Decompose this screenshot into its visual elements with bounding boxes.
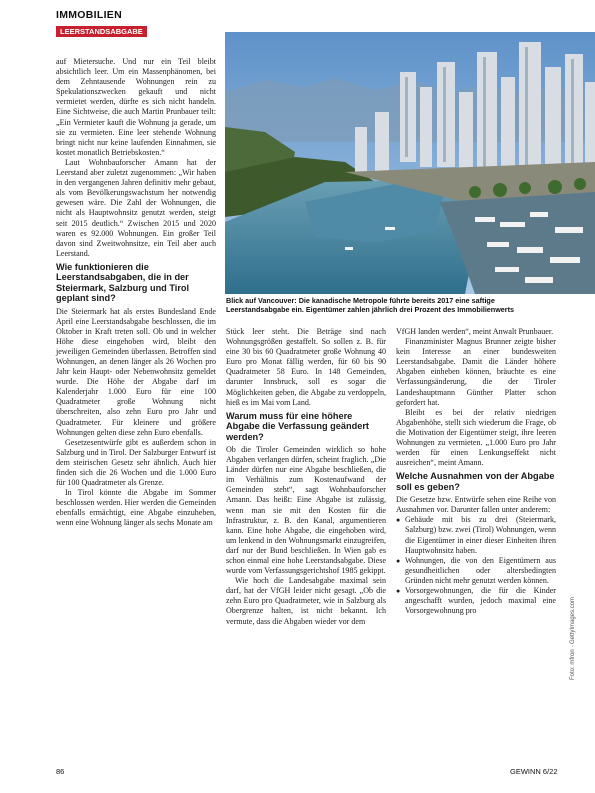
column-2	[226, 327, 386, 627]
list-item: ● Vorsorgewohnungen, die für die Kinder angeschafft wurden, jedoch maximal eine Vorsorgewohnung pro	[396, 586, 556, 616]
page-number: 86	[56, 767, 65, 776]
subheading: Welche Ausnahmen von der Abgabe soll es geben?	[396, 471, 555, 492]
paragraph: Finanzminister Magnus Brunner zeigte bisher kein Interesse an einer bundesweiten Leerstandsabgabe. Damit die Länder höhere Abgaben einheben können, bräuchte es eine Verfassungsänderung, die der Tiroler Landeshauptmann Günther Platter schon gefordert hat.	[396, 337, 556, 407]
magazine-issue: GEWINN 6/22	[510, 767, 558, 776]
paragraph: In Tirol könnte die Abgabe im Sommer beschlossen werden. Hier werden die Gemeinden ebenfalls ermächtigt, eine Abgabe einzuheben, wenn eine Wohnung länger als sechs Monate am	[56, 488, 216, 528]
list-item: ● Gebäude mit bis zu drei (Steiermark, Salzburg) bzw. zwei (Tirol) Wohnungen, wenn die Eigentümer in einer dieser Einheiten ihren Hauptwohnsitz haben.	[396, 515, 556, 555]
paragraph: Wie hoch die Landesabgabe maximal sein darf, hat der VfGH leider nicht gesagt. „Ob die zehn Euro pro Quadratmeter, wie in Salzburg als Obergrenze halten, ist nicht bekannt. Ich vermute, dass die Abgaben wieder vor dem	[226, 576, 386, 626]
paragraph: Stück leer steht. Die Beträge sind nach Wohnungsgrößen gestaffelt. So sollen z. B. für eine 30 bis 60 Quadratmeter große Wohnung 40 Euro pro Monat fällig werden, für 60 bis 90 Quadratmeter 58 Euro. In 148 Gemeinden, darunter Innsbruck, soll es sogar die Möglichkeiten geben, die Abgabe zu verdoppeln, hieß es im Mai vom Land.	[226, 327, 386, 407]
photo-caption: Blick auf Vancouver: Die kanadische Metropole führte bereits 2017 eine saftige Leerstandsabgabe ein. Eigentümer zahlen jährlich drei Prozent des Immobilienwerts	[226, 296, 514, 314]
paragraph: Gesetzesentwürfe gibt es außerdem schon in Salzburg und in Tirol. Der Salzburger Entwurf ist dem steirischen Gesetz sehr ähnlich. Auch hier finden sich die 26 Wochen und die 1.000 Euro für 100 Quadratmeter als Grenze.	[56, 437, 216, 488]
section-title: IMMOBILIEN	[56, 9, 122, 21]
subheading: Warum muss für eine höhere Abgabe die Verfassung geändert werden?	[226, 410, 369, 442]
column-1	[56, 57, 216, 529]
exceptions-list	[396, 515, 556, 616]
vancouver-photo	[225, 32, 595, 294]
paragraph: Bleibt es bei der relativ niedrigen Abgabenhöhe, stellt sich wiederum die Frage, ob die Motivation der Eigentümer steigt, ihre leeren Wohnungen zu vermieten. „1.000 Euro pro Jahr werden für einen Lenkungseffekt nicht ausreichen“, meint Amann.	[396, 407, 556, 468]
paragraph: VfGH landen werden“, meint Anwalt Prunbauer.	[396, 327, 554, 336]
photo-credit: Foto: mfron · GettyImages.com	[570, 596, 576, 680]
paragraph: auf Mietersuche. Und nur ein Teil bleibt absichtlich leer. Um ein Massenphänomen, bei dem Zehntausende Wohnungen rein zu Spekulationszwecken gekauft und nicht vermietet werden, dürfte es sich nicht handeln. Eine Sichtweise, die auch Martin Prunbauer teilt: „Ein Vermieter kauft die Wohnung ja gerade, um sie zu vermieten. Eine leer stehende Wohnung bringt nicht nur keine laufenden Einnahmen, sie kostet monatlich Betriebskosten.“	[56, 57, 216, 157]
list-item: ● Wohnungen, die von den Eigentümern aus gesundheitlichen oder altersbedingten Gründen nicht mehr genutzt werden können.	[396, 556, 556, 586]
section-header	[56, 9, 147, 39]
subheading: Wie funktionieren die Leerstandsabgaben, die in der Steiermark, Salzburg und Tirol geplant sind?	[56, 261, 190, 304]
column-3	[396, 327, 556, 616]
vancouver-skyline-image	[225, 32, 595, 294]
paragraph: Die Gesetze bzw. Entwürfe sehen eine Reihe von Ausnahmen vor. Darunter fallen unter anderem:	[396, 495, 556, 515]
section-tag: LEERSTANDSABGABE	[56, 26, 147, 37]
paragraph: Laut Wohnbauforscher Amann hat der Leerstand aber zuletzt zugenommen: „Wir haben in den vergangenen Jahren definitiv mehr gebaut, als vom Bevölkerungswachstum her notwendig gewesen wäre. Die Zahl der Wohnungen, die nicht als Hauptwohnsitz genutzt werden, steigt seit 2015 deutlich.“ Zwischen 2015 und 2020 waren es 92.000 Wohnungen. Ein großer Teil davon sind Zweitwohnsitze, ein Teil aber auch Leerstand.	[56, 157, 216, 258]
paragraph: Ob die Tiroler Gemeinden wirklich so hohe Abgaben verlangen dürfen, scheint fraglich. „Die Länder dürfen nur eine Abgabe beschließen, die im Verhältnis zum Kostenaufwand der Gemeinden steht“, sagt Wohnbauforscher Amann. Das heißt: Eine Abgabe ist zulässig, wenn man sie mit den Kosten für die Infrastruktur, z. B. den Kanal, argumentieren kann. Eine hohe Abgabe, die eingehoben wird, um lenkend in den Wohnungsmarkt einzugreifen, darf nur der Bund beschließen. In Wien gab es schon einmal eine hohe Leerstandsabgabe. Diese wurde vom Verfassungsgerichtshof 1985 gekippt.	[226, 444, 386, 576]
paragraph: Die Steiermark hat als erstes Bundesland Ende April eine Leerstandsabgabe beschlossen, die im Oktober in Kraft treten soll. Ob und in welcher Höhe diese eingehoben wird, bleibt den jeweiligen Gemeinden überlassen. Betroffen sind Wohnungen, an denen länger als 26 Wochen pro Jahr kein Haupt- oder Nebenwohnsitz gemeldet wurde. Die Höhe der Abgabe darf im Kalenderjahr 1.000 Euro für eine 100 Quadratmeter große Wohnung nicht überschreiten, also zehn Euro pro Jahr und Quadratmeter. Für kleinere und größere Wohnungen gelten diese zehn Euro ebenfalls.	[56, 306, 216, 437]
